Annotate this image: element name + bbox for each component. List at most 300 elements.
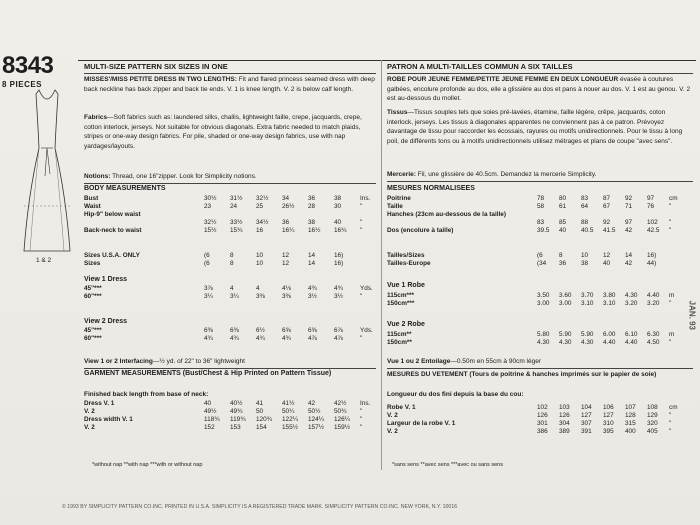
table-cell: 4.30 [625,292,638,299]
row-label: Poitrine [387,195,411,202]
table-cell: 97 [625,219,633,226]
table-cell: 33½ [230,219,243,226]
table-cell: 127 [581,412,592,419]
row-label: V. 2 [387,412,398,419]
body-measurements-heading: BODY MEASUREMENTS [84,185,166,192]
row-unit: Ins. [360,400,371,407]
table-cell: 103 [559,404,570,411]
table-cell [204,211,230,219]
row-unit: cm [669,195,678,202]
vue2-heading: Vue 2 Robe [387,321,425,328]
table-cell: 3.50 [537,292,550,299]
table-cell: 154 [256,424,267,431]
table-row [387,252,687,260]
notions-bold: Notions: [84,173,111,180]
top-rule [78,60,696,61]
table-row [84,335,378,343]
table-cell: 16) [334,252,344,259]
right-sep-2 [387,181,693,182]
table-cell: 42.5 [647,227,660,234]
fabrics-bold: Fabrics [84,114,108,121]
row-label: Robe V. 1 [387,404,416,411]
table-row [84,416,378,424]
table-cell: 126¼ [334,416,350,423]
table-cell: 4.40 [625,339,638,346]
row-unit: " [360,424,363,431]
table-cell: 39.5 [537,227,550,234]
row-label: Dress width V. 1 [84,416,133,423]
table-cell: 12 [282,252,290,259]
row-label: 60"*** [84,293,102,300]
table-cell: 307 [581,420,592,427]
garment-measurements-table [84,400,378,432]
table-cell: 124¼ [308,416,324,423]
row-unit: " [669,227,672,234]
table-cell: 42 [308,400,316,407]
vue1-heading: Vue 1 Robe [387,282,425,289]
tissus-rest: —Tissus souples tels que soies pré-lavées, étamine, faille légère, crêpe, jacquards, coton interlock, jerseys. Les tissus à diagonales apparentes ne conviennent pas à ce patron. Prévoyez davantage de tissu pour raccorder les écossais, rayures ou motifs unidirectionnels. Pour le tissu à long poil, de différents tons ou à motifs unidirectionnels utilisez métrages et plans de coupe "avec sens". [387,109,683,145]
table-row [387,211,687,219]
table-cell: 42½ [334,400,347,407]
view2-yardage-table [84,327,378,343]
left-sep-3 [84,368,376,369]
table-row [387,331,687,339]
right-footnote: *sans sens **avec sens ***avec ou sans sens [392,462,503,468]
row-unit: Yds. [360,285,373,292]
table-cell: 4¾ [256,335,265,342]
table-row [387,260,687,268]
column-divider [381,60,382,470]
table-cell: 4.30 [581,339,594,346]
mesures-table [387,195,687,235]
table-cell: 102 [537,404,548,411]
table-cell: 30 [334,203,342,210]
table-cell: 16) [334,260,344,267]
table-cell: 6⅝ [282,327,291,334]
table-cell: 6⅞ [334,327,343,334]
table-cell: 92 [625,195,633,202]
row-label: V. 2 [84,424,95,431]
table-cell: 40½ [230,400,243,407]
table-row [387,219,687,227]
table-cell: 14 [625,252,633,259]
table-cell: 36 [282,219,290,226]
table-cell: 40.5 [581,227,594,234]
table-cell [647,211,669,219]
table-cell: 155½ [282,424,298,431]
table-cell: (6 [537,252,543,259]
table-row [84,424,378,432]
table-row [387,292,687,300]
table-cell: 6½ [256,327,265,334]
table-cell: 4.30 [537,339,550,346]
table-cell: 129 [647,412,658,419]
row-unit: " [360,416,363,423]
table-cell: (6 [204,260,210,267]
row-label: 150cm** [387,339,412,346]
row-unit: Yds. [360,327,373,334]
table-cell: 122¼ [282,416,298,423]
table-cell: 107 [625,404,636,411]
table-cell: 38 [334,195,342,202]
finished-length-label: Finished back length from base of neck: [84,391,209,398]
vetement-table [387,404,687,436]
table-cell: 126 [537,412,548,419]
table-cell: 16¾ [334,227,347,234]
corner-date: JAN. 93 [687,300,696,330]
vue2-metrage-table [387,331,687,347]
table-cell: 3.60 [559,292,572,299]
row-label: 115cm** [387,331,412,338]
view1-heading: View 1 Dress [84,276,128,283]
table-cell [603,211,625,219]
table-cell: 38 [581,260,589,267]
table-cell: 83 [537,219,545,226]
table-cell: 3.00 [559,300,572,307]
row-unit [669,260,687,268]
table-cell: 4¾ [334,285,343,292]
row-label: V. 2 [387,428,398,435]
table-cell [559,211,581,219]
table-cell: 12 [282,260,290,267]
table-cell: 16½ [308,227,321,234]
table-cell [256,211,282,219]
table-cell: 104 [581,404,592,411]
table-row [84,252,378,260]
table-cell: 25 [256,203,264,210]
table-cell: 3.20 [647,300,660,307]
table-row [387,195,687,203]
table-cell: 405 [647,428,658,435]
view1-yardage-table [84,285,378,301]
table-cell: 4¾ [282,335,291,342]
fabrics-rest: —Soft fabrics such as: laundered silks, challis, lightweight faille, crepe, jacquards, crepe, cotton interlock, jerseys. Not suitable for obvious diagonals. Extra fabric needed to match plaids, stripes or one-way design fabrics. For pile, shaded or one-way design fabrics, use with nap yardages/layouts. [84,114,362,150]
row-unit: " [360,408,363,415]
table-row [387,203,687,211]
table-cell: 3⅜ [282,293,291,300]
table-cell: 78 [537,195,545,202]
table-cell: 76 [647,203,655,210]
tissus-bold: Tissus [387,109,408,116]
table-cell: 315 [625,420,636,427]
row-label: Hip-9" below waist [84,211,141,218]
table-cell: 8 [230,252,234,259]
row-unit [669,211,687,219]
row-label: 45"*** [84,285,102,292]
table-cell: 4¾ [204,335,213,342]
table-row [84,285,378,293]
row-unit: " [669,428,672,435]
table-cell: 71 [625,203,633,210]
row-label: Hanches (23cm au-dessous de la taille) [387,211,506,218]
view2-heading: View 2 Dress [84,318,128,325]
table-cell: 4¾ [308,285,317,292]
table-cell: 4⅞ [308,335,317,342]
row-unit [360,252,378,260]
table-cell: 106 [603,404,614,411]
pattern-number: 8343 [2,52,54,79]
left-title-rest: Fit and flared princess seamed dress with deep back neckline has back zipper and back tie ends. V. 1 is knee length. V. 2 is below calf length. [84,76,375,93]
table-cell: 41.5 [603,227,616,234]
row-label: Back-neck to waist [84,227,142,234]
table-cell [282,211,308,219]
row-unit [360,260,378,268]
table-cell: 157½ [308,424,324,431]
table-cell: 50 [256,408,264,415]
pieces-count: 8 PIECES [2,80,43,89]
right-sep-3 [387,368,693,369]
table-cell: 10 [256,260,264,267]
row-label: 60"*** [84,335,102,342]
row-unit [360,211,378,219]
left-description [84,75,378,94]
table-row [84,195,378,203]
table-cell: 26½ [282,203,295,210]
illustration-label: 1 & 2 [36,257,52,264]
table-cell: 6.00 [603,331,616,338]
interfacing-bold: View 1 or 2 Interfacing [84,358,153,365]
table-cell: 16) [647,252,657,259]
table-row [387,420,687,428]
row-unit: " [669,420,672,427]
table-row [84,400,378,408]
table-cell: 16 [256,227,264,234]
table-cell: 4.30 [559,339,572,346]
table-cell: 301 [537,420,548,427]
table-cell: 28 [308,203,316,210]
row-label: Dos (encolure à taille) [387,227,454,234]
table-cell: 80 [559,195,567,202]
left-sep-2 [84,183,376,184]
left-heading: MULTI-SIZE PATTERN SIX SIZES IN ONE [84,62,228,71]
table-cell: 118¾ [204,416,220,423]
table-cell: 5.90 [581,331,594,338]
table-cell: 3.70 [581,292,594,299]
table-cell: 3.20 [625,300,638,307]
table-cell: 40 [603,260,611,267]
table-cell: 159½ [334,424,350,431]
sizes-table [84,252,378,268]
table-cell: 3.10 [603,300,616,307]
row-label: Largeur de la robe V. 1 [387,420,456,427]
table-cell: 97 [647,195,655,202]
table-row [387,300,687,308]
table-cell: 64 [581,203,589,210]
table-cell: 153 [230,424,241,431]
table-cell: 391 [581,428,592,435]
table-cell: 127 [603,412,614,419]
table-cell: 23 [204,203,212,210]
row-unit: " [360,293,363,300]
table-cell [308,211,334,219]
left-fabrics [84,113,378,151]
table-cell: 320 [647,420,658,427]
table-cell [625,211,647,219]
table-cell: 3½ [334,293,343,300]
notions-rest: Thread, one 16"zipper. Look for Simplicity notions. [112,173,257,180]
table-row [84,327,378,335]
table-cell: 14 [308,260,316,267]
table-cell: 44) [647,260,657,267]
table-cell: 15½ [204,227,217,234]
table-cell: 32½ [256,195,269,202]
mercerie-bold: Mercerie: [387,171,416,178]
table-cell: 304 [559,420,570,427]
vue1-metrage-table [387,292,687,308]
row-unit [669,252,687,260]
table-cell: 126 [559,412,570,419]
right-title-bold: ROBE POUR JEUNE FEMME/PETITE JEUNE FEMME EN DEUX LONGUEUR [387,76,619,83]
table-cell: 3¼ [230,293,239,300]
table-cell [334,211,360,219]
table-cell: 6.10 [625,331,638,338]
table-cell: 10 [581,252,589,259]
table-cell: 40 [204,400,212,407]
table-row [84,260,378,268]
table-cell: 5.90 [559,331,572,338]
table-cell: 4⅞ [334,335,343,342]
garment-heading: GARMENT MEASUREMENTS (Bust/Chest & Hip Printed on Pattern Tissue) [84,370,332,377]
table-cell: 4 [256,285,260,292]
row-label: Sizes [84,260,101,267]
row-unit: m [669,331,675,338]
row-unit: " [360,203,363,210]
row-label: Bust [84,195,99,202]
table-row [387,227,687,235]
row-label: 150cm*** [387,300,415,307]
table-cell: 24 [230,203,238,210]
row-label: Tailles/Sizes [387,252,425,259]
right-title-rest: évasée à coutures galbées, encolure profonde au dos, elle a glissière au dos et pans à nouer au dos. V. 1 est au genou. V. 2 est au-dessous du mollet. [387,76,691,103]
table-cell: 42 [625,227,633,234]
table-cell: 32½ [204,219,217,226]
table-cell [581,211,603,219]
table-cell: 3.80 [603,292,616,299]
table-cell: 40 [559,227,567,234]
table-cell: 8 [230,260,234,267]
table-cell: 36 [559,260,567,267]
table-cell: 14 [308,252,316,259]
entoilage-bold: Vue 1 ou 2 Entoilage [387,358,451,365]
row-label: Tailles-Europe [387,260,431,267]
row-unit: " [360,219,363,226]
mercerie-rest: Fil, une glissière de 40.5cm. Demandez la mercerie Simplicity. [417,171,597,178]
row-unit: " [669,203,672,210]
row-label: V. 2 [84,408,95,415]
row-unit: Ins. [360,195,371,202]
table-row [84,203,378,211]
table-cell: 31½ [230,195,243,202]
row-label [387,219,537,227]
table-row [387,412,687,420]
table-cell: 8 [559,252,563,259]
table-cell: 12 [603,252,611,259]
right-heading: PATRON A MULTI-TAILLES COMMUN A SIX TAILLES [387,62,573,71]
left-sep-1 [84,73,376,74]
row-label [84,219,204,227]
table-cell: 92 [603,219,611,226]
row-unit: cm [669,404,678,411]
table-row [387,339,687,347]
table-cell: 120¾ [256,416,272,423]
table-cell: (6 [204,252,210,259]
table-cell: 6.30 [647,331,660,338]
vetement-heading: MESURES DU VETEMENT (Tours de poitrine & hanches imprimés sur le papier de soie) [387,371,657,378]
table-cell: 67 [603,203,611,210]
row-label: 45"*** [84,327,102,334]
table-cell: 3½ [308,293,317,300]
table-cell: 34 [282,195,290,202]
table-row [84,219,378,227]
table-cell: 85 [559,219,567,226]
row-unit: " [360,335,363,342]
table-row [84,293,378,301]
row-unit: " [669,300,672,307]
table-cell: 386 [537,428,548,435]
table-cell: 58 [537,203,545,210]
table-cell: 88 [581,219,589,226]
left-notions [84,172,378,182]
table-cell: (34 [537,260,547,267]
table-cell: 3.00 [537,300,550,307]
longueur-label: Longueur du dos fini depuis la base du cou: [387,391,524,398]
left-interfacing [84,357,378,367]
right-description [387,75,693,104]
left-title-bold: MISSES'/MISS PETITE DRESS IN TWO LENGTHS: [84,76,237,83]
table-cell: 4⅛ [282,285,291,292]
table-cell: 38 [308,219,316,226]
interfacing-rest: —½ yd. of 22" to 36" lightweight [152,358,245,365]
row-unit: " [669,412,672,419]
table-cell: 16¼ [282,227,295,234]
table-cell: 10 [256,252,264,259]
table-cell: 4.40 [647,292,660,299]
row-label: Waist [84,203,101,210]
left-footnote: *without nap **with nap ***with or without nap [92,462,203,468]
table-cell: 6⅜ [230,327,239,334]
tailles-table [387,252,687,268]
table-cell: 4.40 [603,339,616,346]
table-cell: 128 [625,412,636,419]
table-cell: 34½ [256,219,269,226]
table-cell: 83 [581,195,589,202]
table-cell: 41½ [282,400,295,407]
table-cell: 36 [308,195,316,202]
body-measurements-table [84,195,378,235]
table-cell [230,211,256,219]
row-unit: " [669,219,672,226]
row-unit: " [669,339,672,346]
copyright-line: © 1993 BY SIMPLICITY PATTERN CO.INC. PRINTED IN U.S.A. SIMPLICITY IS A REGISTERED TRADE MARK. SIMPLICITY PATTERN CO.INC. NEW YORK, N.Y. 10016 [62,504,458,510]
right-sep-1 [387,73,693,74]
table-cell: 102 [647,219,658,226]
row-label: 115cm*** [387,292,415,299]
table-cell: 3⅜ [256,293,265,300]
row-unit: m [669,292,675,299]
table-cell: 400 [625,428,636,435]
right-mercerie [387,170,693,180]
row-label: Sizes U.S.A. ONLY [84,252,140,259]
table-cell: 30½ [204,195,217,202]
entoilage-rest: —0.50m en 55cm à 90cm léger [450,358,542,365]
table-row [84,211,378,219]
table-cell: 49½ [204,408,217,415]
table-cell: 41 [256,400,264,407]
table-cell: 49¾ [230,408,243,415]
table-row [84,227,378,235]
table-cell: 3.10 [581,300,594,307]
right-tissus [387,108,693,146]
